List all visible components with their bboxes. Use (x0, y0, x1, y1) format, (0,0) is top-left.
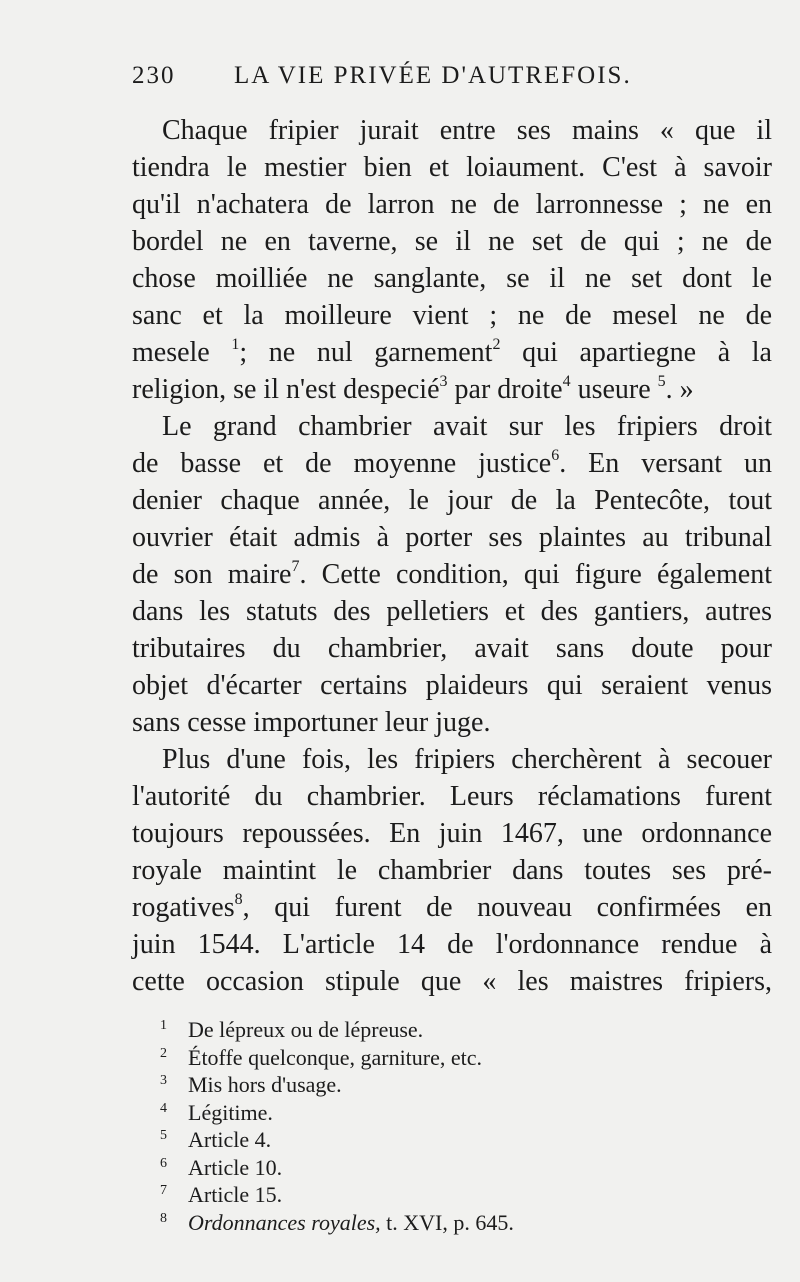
footnote-number: 1 (160, 1018, 167, 1033)
text-line: cette occasion stipule que « les maistres fripiers, (132, 966, 772, 997)
footnote-text: t. XVI, p. 645. (380, 1209, 514, 1235)
text-line: tributaires du chambrier, avait sans doute pour (132, 633, 772, 664)
text-line: Le grand chambrier avait sur les fripiers droit (162, 411, 772, 442)
footnote-marker: 5 (657, 373, 666, 390)
text-run: de basse et de moyenne justice (132, 448, 552, 479)
footnote-text: Article 10. (188, 1154, 283, 1180)
text-line (132, 371, 772, 408)
footnote-marker: 4 (562, 373, 571, 390)
footnote-marker: 2 (492, 336, 501, 353)
text-run: . En versant un (559, 448, 772, 479)
footnote (160, 1177, 760, 1205)
text-line: denier chaque année, le jour de la Pentecôte, tout (132, 485, 772, 516)
text-run: ; ne nul garnement (239, 337, 493, 368)
text-run: mesele (132, 337, 232, 368)
text-run: qui apartiegne à la (500, 337, 772, 368)
page-number: 230 (132, 62, 176, 89)
footnote (160, 1067, 760, 1095)
footnote-text: Article 15. (188, 1182, 283, 1207)
page-header (132, 62, 772, 96)
text-line: objet d'écarter certains plaideurs qui seraient venus (132, 670, 772, 701)
text-run: , qui furent de nouveau confirmées en (242, 892, 772, 923)
footnote-number: 5 (160, 1128, 167, 1143)
text-line (132, 445, 772, 482)
text-line (132, 556, 772, 593)
text-line: Chaque fripier jurait entre ses mains « que il (162, 115, 772, 146)
text-line: sans cesse importuner leur juge. (132, 707, 491, 738)
text-run: rogatives (132, 892, 235, 923)
text-line (132, 889, 772, 926)
text-line: qu'il n'achatera de larron ne de larronnesse ; ne en (132, 189, 772, 220)
text-line: ouvrier était admis à porter ses plaintes au tribunal (132, 522, 772, 553)
text-line: l'autorité du chambrier. Leurs réclamations furent (132, 781, 772, 812)
text-line: toujours repoussées. En juin 1467, une ordonnance (132, 818, 772, 849)
footnote (160, 1095, 760, 1123)
text-line: Plus d'une fois, les fripiers cherchèrent à secouer (162, 744, 772, 775)
text-line: chose moilliée ne sanglante, se il ne set dont le (132, 263, 772, 294)
text-run: . Cette condition, qui figure également (299, 559, 773, 590)
footnote-text: De lépreux ou de lépreuse. (188, 1017, 424, 1042)
footnote-text: Légitime. (188, 1099, 273, 1125)
text-line: tiendra le mestier bien et loiaument. C'est à savoir (132, 152, 772, 183)
footnote-number: 8 (160, 1210, 167, 1226)
text-line: royale maintint le chambrier dans toutes ses pré- (132, 855, 772, 886)
footnote-number: 4 (160, 1100, 167, 1116)
footnote-marker: 7 (291, 558, 300, 575)
footnote-marker: 3 (439, 373, 448, 390)
footnote-text: Mis hors d'usage. (188, 1072, 342, 1097)
footnote (160, 1205, 760, 1233)
footnote-text: Article 4. (188, 1127, 272, 1152)
text-run: de son maire (132, 559, 292, 590)
text-run: religion, se il n'est despecié (132, 374, 440, 405)
text-line: juin 1544. L'article 14 de l'ordonnance rendue à (132, 929, 772, 960)
running-title: LA VIE PRIVÉE D'AUTREFOIS. (234, 62, 632, 89)
footnote (160, 1012, 760, 1040)
footnote-number: 2 (160, 1045, 167, 1061)
footnote-number: 3 (160, 1073, 167, 1088)
footnote (160, 1040, 760, 1068)
text-line: bordel ne en taverne, se il ne set de qui ; ne de (132, 226, 772, 257)
footnote-text: Étoffe quelconque, garniture, etc. (188, 1044, 483, 1070)
footnote-number: 6 (160, 1155, 167, 1171)
footnote-marker: 6 (551, 447, 560, 464)
footnote-marker: 1 (231, 336, 240, 353)
footnote-number: 7 (160, 1183, 167, 1198)
footnote-title: Ordonnances royales, (188, 1209, 381, 1235)
text-run: useure (570, 374, 658, 405)
body-text (132, 112, 772, 1000)
text-run: . » (665, 374, 694, 405)
text-run: par droite (447, 374, 563, 405)
text-line: dans les statuts des pelletiers et des gantiers, autres (132, 596, 772, 627)
footnote (160, 1122, 760, 1150)
text-line: sanc et la moilleure vient ; ne de mesel ne de (132, 300, 772, 331)
footnote-marker: 8 (234, 891, 243, 908)
text-line (132, 334, 772, 371)
footnotes (160, 1012, 760, 1235)
footnote (160, 1150, 760, 1178)
